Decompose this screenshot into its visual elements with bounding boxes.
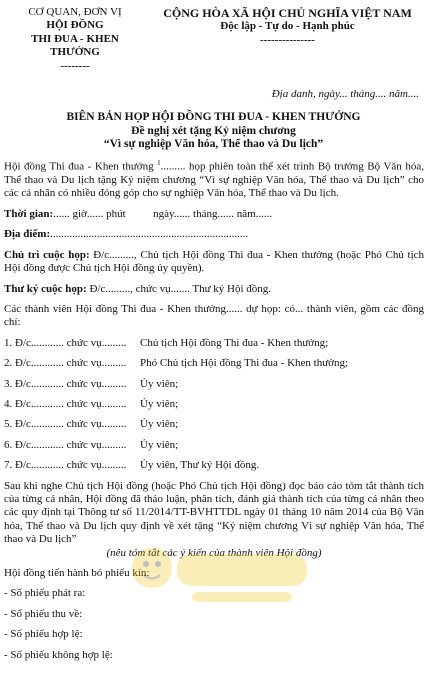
member-label: 7. Đ/c............ chức vụ......... [4,459,127,472]
vote-list [4,580,424,662]
member-row [4,378,424,391]
vote-item: - Số phiếu hợp lệ: [4,628,83,641]
member-role: Ủy viên; [140,397,179,410]
meeting-location [4,228,424,241]
org-line-3: THI ĐUA - KHEN [31,32,119,45]
member-role: Chủ tịch Hội đồng Thi đua - Khen thưởng; [140,336,329,349]
org-separator: -------- [60,59,90,72]
vote-item: - Số phiếu không hợp lệ: [4,648,113,661]
issuing-organization-block [2,6,148,73]
location-value: ........................................................................ [50,228,249,241]
org-line-4: THƯỞNG [50,46,100,59]
location-label: Địa điểm: [4,228,51,241]
meeting-time [4,208,424,221]
meeting-secretary [4,283,424,296]
org-line-2: HỘI ĐỒNG [46,19,104,32]
member-row [4,418,424,431]
member-row [4,357,424,370]
vote-intro: Hội đồng tiến hành bỏ phiếu kín: [4,567,150,579]
member-label: 1. Đ/c............ chức vụ......... [4,336,127,349]
document-body [4,159,424,662]
member-label: 4. Đ/c............ chức vụ......... [4,397,127,410]
member-role: Ủy viên; [140,418,179,431]
title-line-1: BIÊN BẢN HỌP HỘI ĐỒNG THI ĐUA - KHEN THƯỞNG [66,111,361,123]
motto-separator: --------------- [260,33,315,46]
member-role: Ủy viên; [140,377,179,390]
chair-value: Đ/c........., Chủ tịch Hội đồng Thi đua - Khen thưởng (hoặc Phó Chủ tịch Hội đồng được Chủ tịch Hội đồng ủy quyền). [4,248,425,275]
member-label: 2. Đ/c............ chức vụ......... [4,357,127,370]
member-role: Phó Chủ tịch Hội đồng Thi đua - Khen thưởng; [140,357,349,370]
time-value: ...... giờ...... phút ngày...... tháng...... năm...... [53,207,273,220]
national-title: CỘNG HÒA XÃ HỘI CHỦ NGHĨA VIỆT NAM [163,6,412,20]
members-intro: Các thành viên Hội đồng Thi đua - Khen thưởng...... dự họp: có... thành viên, gồm các đồng chí: [4,302,424,329]
member-row [4,459,424,472]
member-role: Ủy viên, Thư ký Hội đồng. [140,459,260,472]
member-label: 6. Đ/c............ chức vụ......... [4,438,127,451]
title-line-3: “Vì sự nghiệp Văn hóa, Thể thao và Du lịch” [103,138,324,151]
member-row [4,439,424,452]
document-title [0,111,427,152]
national-heading-block [150,6,425,47]
place-date-line: Địa danh, ngày... tháng.... năm.... [271,88,419,100]
member-row [4,398,424,411]
national-motto: Độc lập - Tự do - Hạnh phúc [220,20,355,33]
summary-note: (nêu tóm tắt các ý kiến của thành viên Hội đồng) [106,546,322,559]
member-role: Ủy viên; [140,438,179,451]
intro-paragraph: Hội đồng Thi đua - Khen thưởng $^1$......... họp phiên toàn thể xét trình Bộ trưởng Bộ Văn hóa, Thể thao và Du lịch tặng Kỷ niệm chương “Vì sự nghiệp Văn hóa, Thể thao và Du lịch” cho các cá nhân có nhiều đóng góp cho sự nghiệp Văn hóa, Thể thao và Du lịch. [4,159,424,200]
org-line-1: CƠ QUAN, ĐƠN VỊ [28,6,122,18]
secretary-label: Thư ký cuộc họp: [4,282,87,295]
member-label: 3. Đ/c............ chức vụ......... [4,377,127,390]
time-label: Thời gian: [4,207,54,220]
member-label: 5. Đ/c............ chức vụ......... [4,418,127,431]
vote-item: - Số phiếu phát ra: [4,587,86,600]
secretary-value: Đ/c........., chức vụ....... Thư ký Hội đồng. [86,282,272,295]
chair-label: Chủ trì cuộc họp: [4,248,90,261]
meeting-chair [4,249,424,276]
members-list [4,337,424,480]
member-row [4,337,424,350]
discussion-paragraph: Sau khi nghe Chủ tịch Hội đồng (hoặc Phó Chủ tịch Hội đồng) đọc báo cáo tóm tắt thành tích của từng cá nhân, Hội đồng đã thảo luận, phân tích, đánh giá thành tích của từng cá nhân theo các quy định tại Thông tư số 11/2014/TT-BVHTTDL ngày 01 tháng 10 năm 2014 của Bộ Văn hóa, Thể thao và Du lịch quy định về xét tặng “Kỷ niệm chương Vì sự nghiệp Văn hóa, Thể thao và Du lịch” [4,479,424,546]
title-line-2: Đề nghị xét tặng Kỷ niệm chương [131,124,296,137]
footnote-marker: 1 [157,159,161,167]
vote-item: - Số phiếu thu về: [4,607,83,620]
